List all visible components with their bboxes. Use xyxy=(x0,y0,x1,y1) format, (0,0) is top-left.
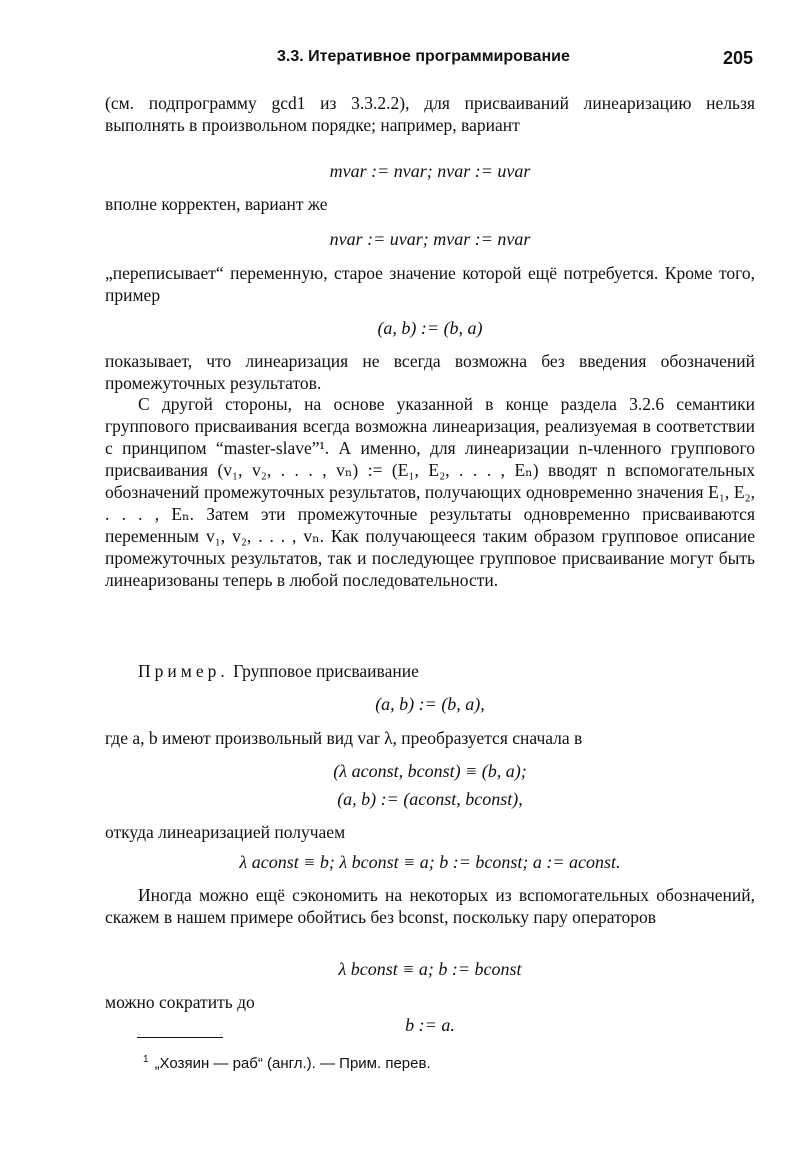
footnote-text: „Хозяин — раб“ (англ.). — Прим. перев. xyxy=(154,1055,431,1072)
running-header xyxy=(200,48,765,72)
formula-6: (a, b) := (aconst, bconst), xyxy=(337,789,523,809)
paragraph-10: можно сократить до xyxy=(105,992,255,1012)
paragraph-9: Иногда можно ещё сэкономить на некоторых из вспомогательных обозначений, скажем в нашем примере обойтись без bconst, поскольку пару операторов xyxy=(105,885,755,927)
example-label: Пример. xyxy=(138,661,229,681)
paragraph-3: „переписывает“ переменную, старое значение которой ещё потребуется. Кроме того, пример xyxy=(105,263,755,305)
page-number: 205 xyxy=(722,48,753,68)
footnote xyxy=(143,1050,743,1074)
formula-9: b := a. xyxy=(405,1015,455,1035)
formula-3: (a, b) := (b, a) xyxy=(377,318,483,338)
formula-1: mvar := nvar; nvar := uvar xyxy=(329,161,531,181)
formula-8: λ bconst ≡ a; b := bconst xyxy=(338,959,522,979)
paragraph-8: откуда линеаризацией получаем xyxy=(105,822,346,842)
paragraph-2: вполне корректен, вариант же xyxy=(105,194,328,214)
formula-7: λ aconst ≡ b; λ bconst ≡ a; b := bconst; a := aconst. xyxy=(239,852,621,872)
formula-5: (λ aconst, bconst) ≡ (b, a); xyxy=(333,761,527,781)
paragraph-7: где a, b имеют произвольный вид var λ, преобразуется сначала в xyxy=(105,728,583,748)
paragraph-5: С другой стороны, на основе указанной в конце раздела 3.2.6 семантики группового присваивания всегда возможна линеаризация, реализуемая в соответствии с принципом “master-slave”¹. А именно, для линеаризации n-членного группового присваивания (v₁, v₂, . . . , vₙ) := (E₁, E₂, . . . , Eₙ) вводят n вспомогательных обозначений промежуточных результатов, получающих одновременно значения E₁, E₂, . . . , Eₙ. Затем эти промежуточные результаты одновременно присваиваются переменным v₁, v₂, . . . , vₙ. Как получающееся таким образом групповое описание промежуточных результатов, так и последующее групповое присваивание могут быть линеаризованы теперь в любой последовательности. xyxy=(105,394,755,590)
footnote-mark: 1 xyxy=(143,1054,149,1065)
example-paragraph xyxy=(105,660,755,682)
paragraph-1: (см. подпрограмму gcd1 из 3.3.2.2), для присваиваний линеаризацию нельзя выполнять в произвольном порядке; например, вариант xyxy=(105,93,755,135)
formula-2: nvar := uvar; mvar := nvar xyxy=(329,229,531,249)
example-text: Групповое присваивание xyxy=(233,661,419,681)
section-title: 3.3. Итеративное программирование xyxy=(277,48,570,65)
formula-4: (a, b) := (b, a), xyxy=(375,694,485,714)
paragraph-4: показывает, что линеаризация не всегда возможна без введения обозначений промежуточных результатов. xyxy=(105,351,755,393)
footnote-rule xyxy=(137,1037,223,1038)
